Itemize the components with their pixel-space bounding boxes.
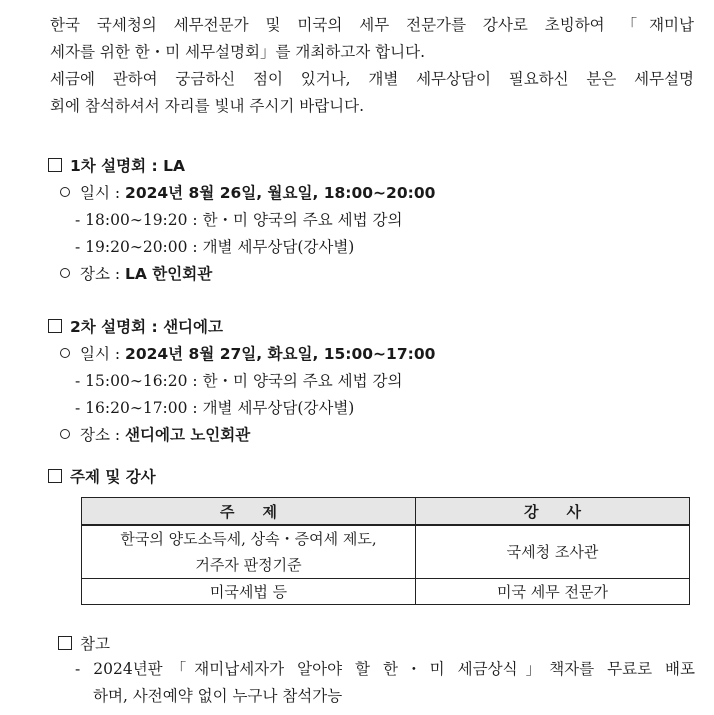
intro-paragraph	[50, 12, 694, 120]
session2-place	[60, 423, 250, 445]
schedule-text: 15:00∼16:20 : 한・미 양국의 주요 세법 강의	[85, 372, 403, 390]
note-line: - 2024년판「재미납세자가 알아야 할 한・미 세금상식」책자를 무료로 배포	[75, 660, 695, 678]
schedule-text: 16:20∼17:00 : 개별 세무상담(강사별)	[85, 399, 355, 417]
note-title: 참고	[80, 635, 110, 653]
date-label: 일시 :	[80, 184, 126, 202]
checkbox-square-icon	[48, 469, 62, 483]
schedule-text: 18:00∼19:20 : 한・미 양국의 주요 세법 강의	[85, 211, 403, 229]
circle-bullet-icon	[60, 348, 70, 358]
table-row	[82, 525, 690, 579]
dash-icon: -	[75, 211, 86, 229]
checkbox-square-icon	[48, 158, 62, 172]
date-label: 일시 :	[80, 345, 126, 363]
place-label: 장소 :	[80, 426, 126, 444]
schedule-text: 19:20∼20:00 : 개별 세무상담(강사별)	[85, 238, 355, 256]
topics-heading	[48, 465, 156, 487]
place-value: LA 한인회관	[125, 265, 213, 283]
table-row	[82, 579, 690, 605]
dash-icon: -	[75, 238, 86, 256]
topic-cell: 미국세법 등	[82, 579, 416, 605]
table-header-row	[82, 498, 690, 526]
header-lecturer	[416, 498, 690, 526]
checkbox-square-icon	[48, 319, 62, 333]
header-topic-text: 주제	[220, 502, 305, 521]
header-topic	[82, 498, 416, 526]
circle-bullet-icon	[60, 268, 70, 278]
dash-icon: -	[75, 399, 86, 417]
intro-line: 세금에 관하여 궁금하신 점이 있거나, 개별 세무상담이 필요하신 분은 세무설명	[50, 70, 694, 88]
topics-table	[81, 497, 690, 605]
header-lecturer-text: 강사	[524, 502, 609, 521]
lecturer-cell: 미국 세무 전문가	[416, 579, 690, 605]
topic-line: 거주자 판정기준	[195, 556, 302, 574]
intro-line: 한국 국세청의 세무전문가 및 미국의 세무 전문가를 강사로 초빙하여 「재미납	[50, 16, 694, 34]
circle-bullet-icon	[60, 187, 70, 197]
place-label: 장소 :	[80, 265, 126, 283]
topic-cell	[82, 525, 416, 579]
place-value: 샌디에고 노인회관	[125, 426, 251, 444]
intro-line: 회에 참석하셔서 자리를 빛내 주시기 바랍니다.	[50, 97, 365, 115]
session1-date	[60, 181, 435, 203]
intro-line: 세자를 위한 한・미 세무설명회」를 개최하고자 합니다.	[50, 43, 425, 61]
lecturer-cell: 국세청 조사관	[416, 525, 690, 579]
checkbox-square-icon	[58, 636, 72, 650]
topic-line: 한국의 양도소득세, 상속・증여세 제도,	[120, 530, 377, 548]
session1-place	[60, 262, 212, 284]
session1-schedule-item	[75, 235, 354, 257]
session2-schedule-item	[75, 369, 402, 391]
session1-title: 1차 설명회 : LA	[70, 157, 185, 175]
note-heading	[58, 632, 110, 654]
session2-title: 2차 설명회 : 샌디에고	[70, 318, 223, 336]
session2-date	[60, 342, 435, 364]
circle-bullet-icon	[60, 429, 70, 439]
date-value: 2024년 8월 27일, 화요일, 15:00∼17:00	[125, 345, 436, 363]
note-body	[75, 656, 695, 710]
topics-title: 주제 및 강사	[70, 468, 156, 486]
dash-icon: -	[75, 372, 86, 390]
session2-heading	[48, 315, 223, 337]
note-line: 하며, 사전예약 없이 누구나 참석가능	[93, 687, 343, 705]
session2-schedule-item	[75, 396, 354, 418]
session1-schedule-item	[75, 208, 402, 230]
date-value: 2024년 8월 26일, 월요일, 18:00∼20:00	[125, 184, 436, 202]
session1-heading	[48, 154, 185, 176]
